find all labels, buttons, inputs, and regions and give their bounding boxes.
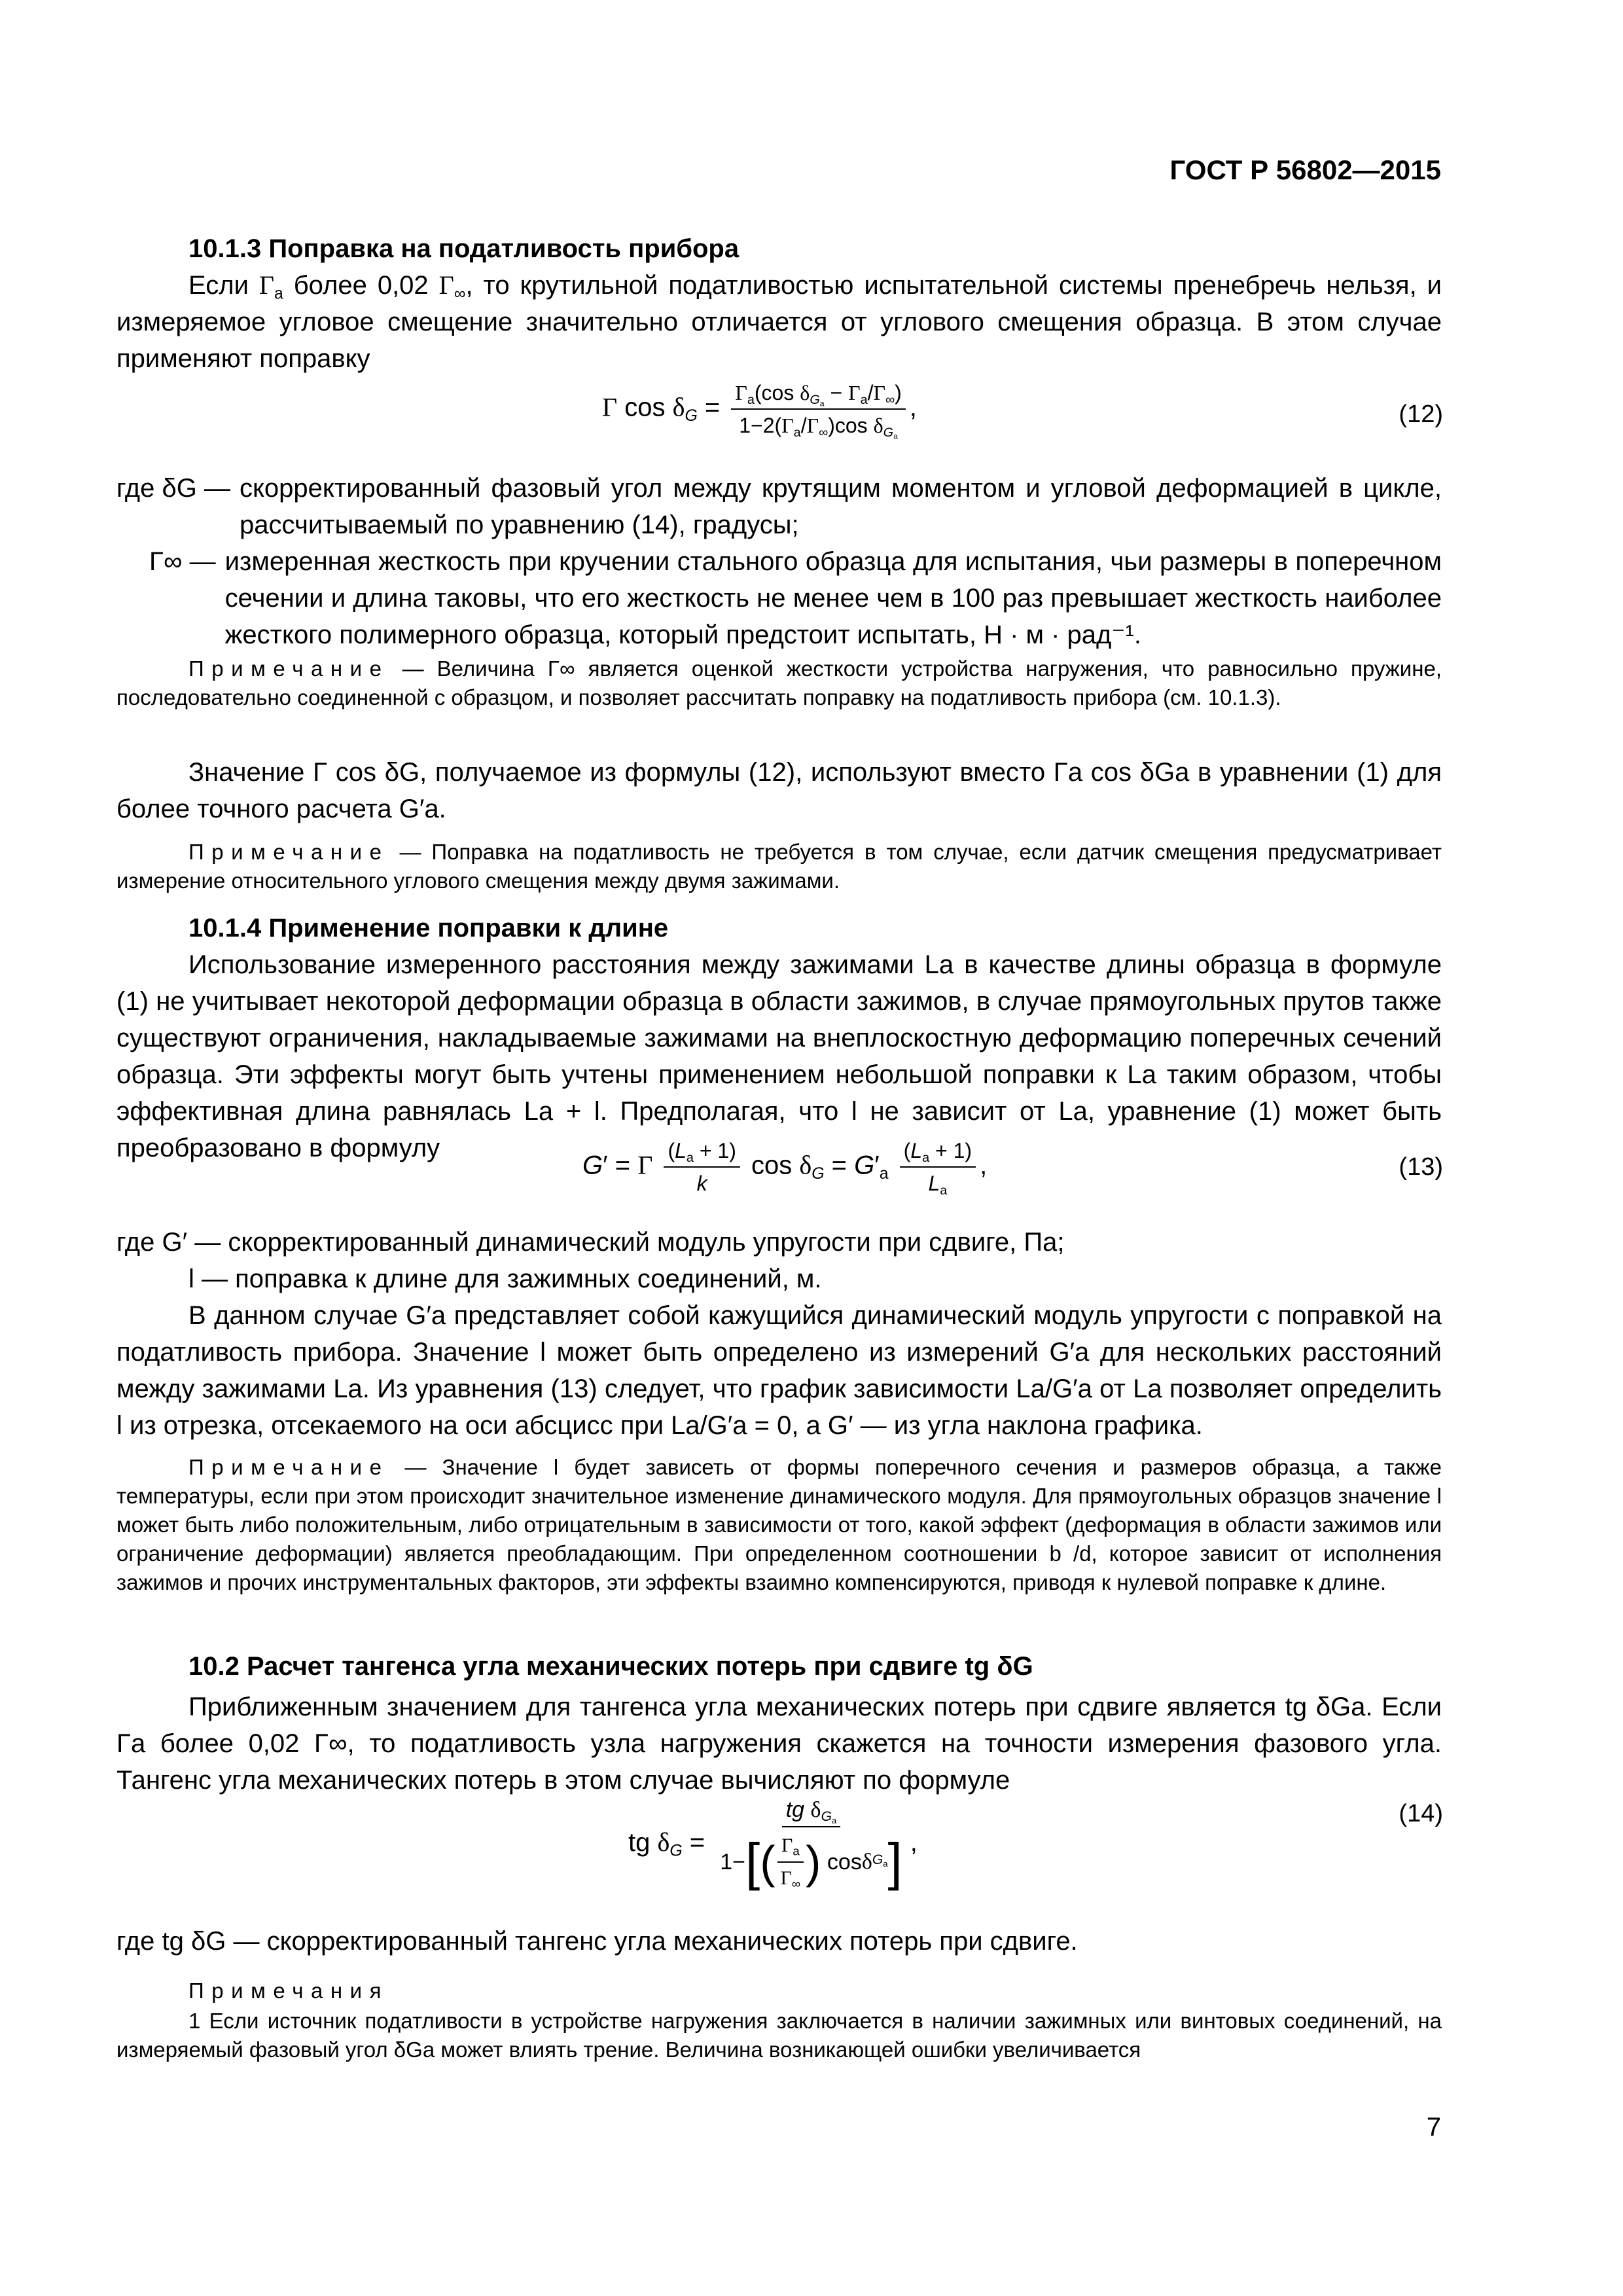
- section-heading-10-2: 10.2 Расчет тангенса угла механических потерь при сдвиге tg δG: [188, 1652, 1033, 1681]
- note-friction: 1 Если источник податливости в устройстве нагружения заключается в наличии зажимных или винтовых соединений, на измеряемый фазовый угол δGa может влиять трение. Величина возникающей ошибки увеличивается: [116, 2009, 1442, 2062]
- paragraph-length-correction: Использование измеренного расстояния между зажимами La в качестве длины образца в формуле (1) не учитывает некоторой деформации образца в области зажимов, в случае прямоугольных прутов также существуют ограничения, накладываемые зажимами на внеплоскостную деформацию поперечных сечений образца. Эти эффекты могут быть учтены применением небольшой поправки к La таким образом, чтобы эффективная длина равнялась La + l. Предполагая, что l не зависит от La, уравнение (1) может быть преобразовано в формулу: [116, 950, 1442, 1162]
- paragraph-corrected-value: Значение Γ cos δG, получаемое из формулы (12), используют вместо Γa cos δGa в уравнении (1) для более точного расчета G′a.: [116, 758, 1442, 823]
- formula-13: G′ = Γ $\frac{(L_a + 1)}{k}$ $\cos \delta_G = G'_a$ $\frac{(L_a + 1)}{L_a}$ ,: [582, 1139, 988, 1198]
- section-heading-10-1-4: 10.1.4 Применение поправки к длине: [188, 914, 669, 942]
- note-stiffness: Примечание — Величина Γ∞ является оценкой жесткости устройства нагружения, что равносильно пружине, последовательно соединенной с образцом, и позволяет рассчитать поправку на податливость прибора (см. 10.1.3).: [116, 656, 1442, 709]
- note-displacement-sensor: Примечание — Поправка на податливость не требуется в том случае, если датчик смещения предусматривает измерение относительного углового смещения между двумя зажимами.: [116, 840, 1442, 893]
- notes-label: Примечания: [188, 1979, 389, 2003]
- equation-number-14: (14): [1399, 1800, 1443, 1827]
- standard-id: ГОСТ Р 56802—2015: [1169, 154, 1441, 185]
- paragraph-apparent-modulus: В данном случае G′a представляет собой кажущийся динамический модуль упругости с поправкой на податливость прибора. Значение l может быть определено из измерений G′a для нескольких расстояний между зажимами La. Из уравнения (13) следует, что график зависимости La/G′a от La позволяет определить l из отрезка, отсекаемого на оси абсцисс при La/G′a = 0, а G′ — из угла наклона графика.: [116, 1301, 1442, 1440]
- definition-gamma-inf: Γ∞ — измеренная жесткость при кручении стального образца для испытания, чьи размеры в поперечном сечении и длина таковы, что его жесткость не менее чем в 100 раз превышает жесткость наиболее жесткого полимерного образца, который предстоит испытать, Н · м · рад⁻¹.: [149, 547, 1442, 649]
- section-heading-10-1-3: 10.1.3 Поправка на податливость прибора: [188, 234, 740, 263]
- equation-number-13: (13): [1399, 1153, 1443, 1181]
- definition-l: l — поправка к длине для зажимных соединений, м.: [188, 1265, 822, 1293]
- paragraph-compliance-intro: Если $\Gamma_a$ более 0,02 $\Gamma_\infty$, то крутильной податливостью испытательной системы пренебречь нельзя, и измеряемое угловое смещение значительно отличается от углового смещения образца. В этом случае применяют поправку: [116, 270, 1442, 373]
- note-length-dependence: Примечание — Значение l будет зависеть от формы поперечного сечения и размеров образца, а также температуры, если при этом происходит значительное изменение динамического модуля. Для прямоугольных образцов значение l может быть либо положительным, либо отрицательным в зависимости от того, какой эффект (деформация в области зажимов или ограничение деформации) является преобладающим. При определенном соотношении b /d, которое зависит от исполнения зажимов и прочих инструментальных факторов, эти эффекты взаимно компенсируются, приводя к нулевой поправке к длине.: [116, 1455, 1442, 1594]
- formula-12: Γ $\cos \delta_G$ = $\frac{\Gamma_a(\cos \delta_{G_a} - \Gamma_a/\Gamma_\infty)}{1-2(\Gamma_a/\Gamma_\infty)\cos \delta_{G_a}}$ ,: [602, 381, 917, 441]
- formula-14: tg $\delta_G$ = tg $\delta_{G_a}$ 1− [ ( $\frac{\Gamma_a}{\Gamma_\infty}$ ) cos δ $G_a$ ] ,: [628, 1797, 918, 1891]
- page-number: 7: [1426, 2113, 1441, 2142]
- paragraph-loss-tangent: Приближенным значением для тангенса угла механических потерь при сдвиге является tg δGa. Если Γa более 0,02 Γ∞, то податливость узла нагружения скажется на точности измерения фазового угла. Тангенс угла механических потерь в этом случае вычисляют по формуле: [116, 1693, 1442, 1795]
- definition-delta-g: где δG — скорректированный фазовый угол между крутящим моментом и угловой деформацией в цикле, рассчитываемый по уравнению (14), градусы;: [116, 474, 1442, 539]
- definition-tg-delta-g: где tg δG — скорректированный тангенс угла механических потерь при сдвиге.: [116, 1927, 1078, 1956]
- definition-g-prime: где G′ — скорректированный динамический модуль упругости при сдвиге, Па;: [116, 1228, 1065, 1257]
- equation-number-12: (12): [1399, 401, 1443, 428]
